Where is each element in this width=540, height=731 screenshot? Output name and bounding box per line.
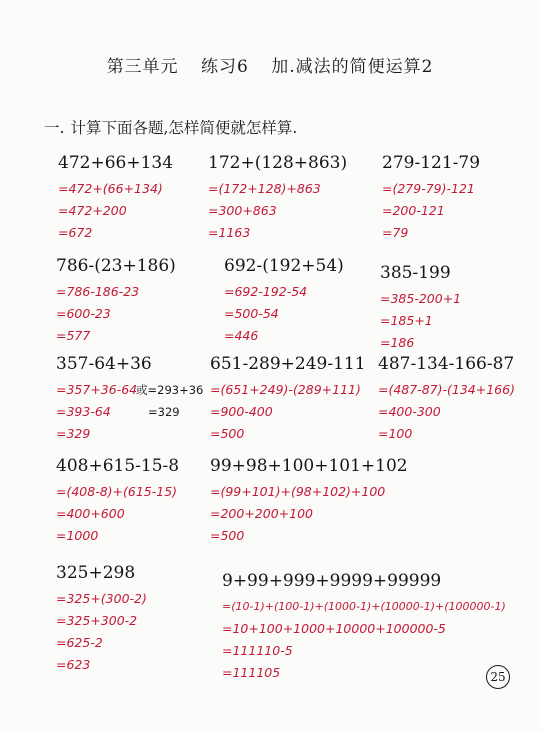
solution-step: =325+(300-2) <box>56 591 147 606</box>
problem-question: 385-199 <box>380 263 451 283</box>
problem-question: 408+615-15-8 <box>56 456 180 476</box>
solution-step: =(487-87)-(134+166) <box>378 382 515 397</box>
solution-step: =577 <box>56 328 91 343</box>
solution-step: =(172+128)+863 <box>208 181 321 196</box>
unit-label: 第三单元 <box>106 57 179 77</box>
problem-question: 325+298 <box>56 563 136 583</box>
page-number: 25 <box>486 665 510 689</box>
topic-label: 加.减法的简便运算2 <box>271 57 434 77</box>
section-instruction: 计算下面各题,怎样简便就怎样算. <box>70 119 298 137</box>
solution-step: =472+(66+134) <box>58 181 163 196</box>
solution-step: =1163 <box>208 225 251 240</box>
problem-question: 692-(192+54) <box>224 256 344 276</box>
solution-step: =500 <box>210 528 245 543</box>
solution-step: =300+863 <box>208 203 277 218</box>
problem-question: 651-289+249-111 <box>210 354 366 374</box>
solution-step: =(99+101)+(98+102)+100 <box>210 484 386 499</box>
solution-step: =185+1 <box>380 313 433 328</box>
problem-question: 487-134-166-87 <box>378 354 515 374</box>
solution-step: =329 <box>56 426 91 441</box>
solution-step: =400-300 <box>378 404 441 419</box>
section-number: 一. <box>44 119 65 137</box>
solution-step: =393-64 <box>56 404 111 419</box>
solution-step: =625-2 <box>56 635 103 650</box>
problem-12 <box>56 562 147 676</box>
solution-step: =692-192-54 <box>224 284 308 299</box>
solution-step: =472+200 <box>58 203 127 218</box>
problem-2 <box>208 152 347 244</box>
section-heading <box>44 116 303 138</box>
exercise-label: 练习6 <box>200 57 249 77</box>
problem-6 <box>380 262 461 354</box>
solution-step: =(10-1)+(100-1)+(1000-1)+(10000-1)+(100000-1) <box>222 600 506 613</box>
solution-step: =200-121 <box>382 203 445 218</box>
solution-step: =111105 <box>222 665 281 680</box>
problem-question: 99+98+100+101+102 <box>210 456 408 476</box>
problem-10 <box>56 455 179 547</box>
problem-8 <box>210 353 366 445</box>
solution-step: =325+300-2 <box>56 613 138 628</box>
solution-step: =10+100+1000+10000+100000-5 <box>222 621 446 636</box>
page-title <box>0 52 540 77</box>
problem-1 <box>58 152 173 244</box>
solution-step: =357+36-64 <box>56 382 138 397</box>
solution-step: =200+200+100 <box>210 506 313 521</box>
solution-step: =(651+249)-(289+111) <box>210 382 361 397</box>
problem-11 <box>210 455 408 547</box>
alternative-result: =329 <box>148 405 180 419</box>
problem-question: 357-64+36 <box>56 354 152 374</box>
problem-question: 786-(23+186) <box>56 256 176 276</box>
solution-step: =500-54 <box>224 306 279 321</box>
solution-step: =900-400 <box>210 404 273 419</box>
solution-step: =623 <box>56 657 91 672</box>
solution-step: =400+600 <box>56 506 125 521</box>
problem-question: 279-121-79 <box>382 153 481 173</box>
solution-step: =672 <box>58 225 93 240</box>
solution-step: =111110-5 <box>222 643 293 658</box>
alternative-step: 或=293+36 <box>136 383 204 397</box>
solution-step: =(408-8)+(615-15) <box>56 484 178 499</box>
solution-step: =(279-79)-121 <box>382 181 475 196</box>
solution-step: =186 <box>380 335 415 350</box>
problem-question: 172+(128+863) <box>208 153 348 173</box>
solution-step: =786-186-23 <box>56 284 140 299</box>
solution-step: =79 <box>382 225 409 240</box>
alternative-solution <box>136 379 203 423</box>
solution-step: =500 <box>210 426 245 441</box>
problem-5 <box>224 255 344 347</box>
solution-step: =1000 <box>56 528 99 543</box>
solution-step: =600-23 <box>56 306 111 321</box>
problem-question: 9+99+999+9999+99999 <box>222 571 442 591</box>
problem-4 <box>56 255 176 347</box>
problem-9 <box>378 353 515 445</box>
problem-3 <box>382 152 480 244</box>
solution-step: =385-200+1 <box>380 291 462 306</box>
solution-step: =100 <box>378 426 413 441</box>
problem-question: 472+66+134 <box>58 153 174 173</box>
problem-13 <box>222 570 506 684</box>
solution-step: =446 <box>224 328 259 343</box>
